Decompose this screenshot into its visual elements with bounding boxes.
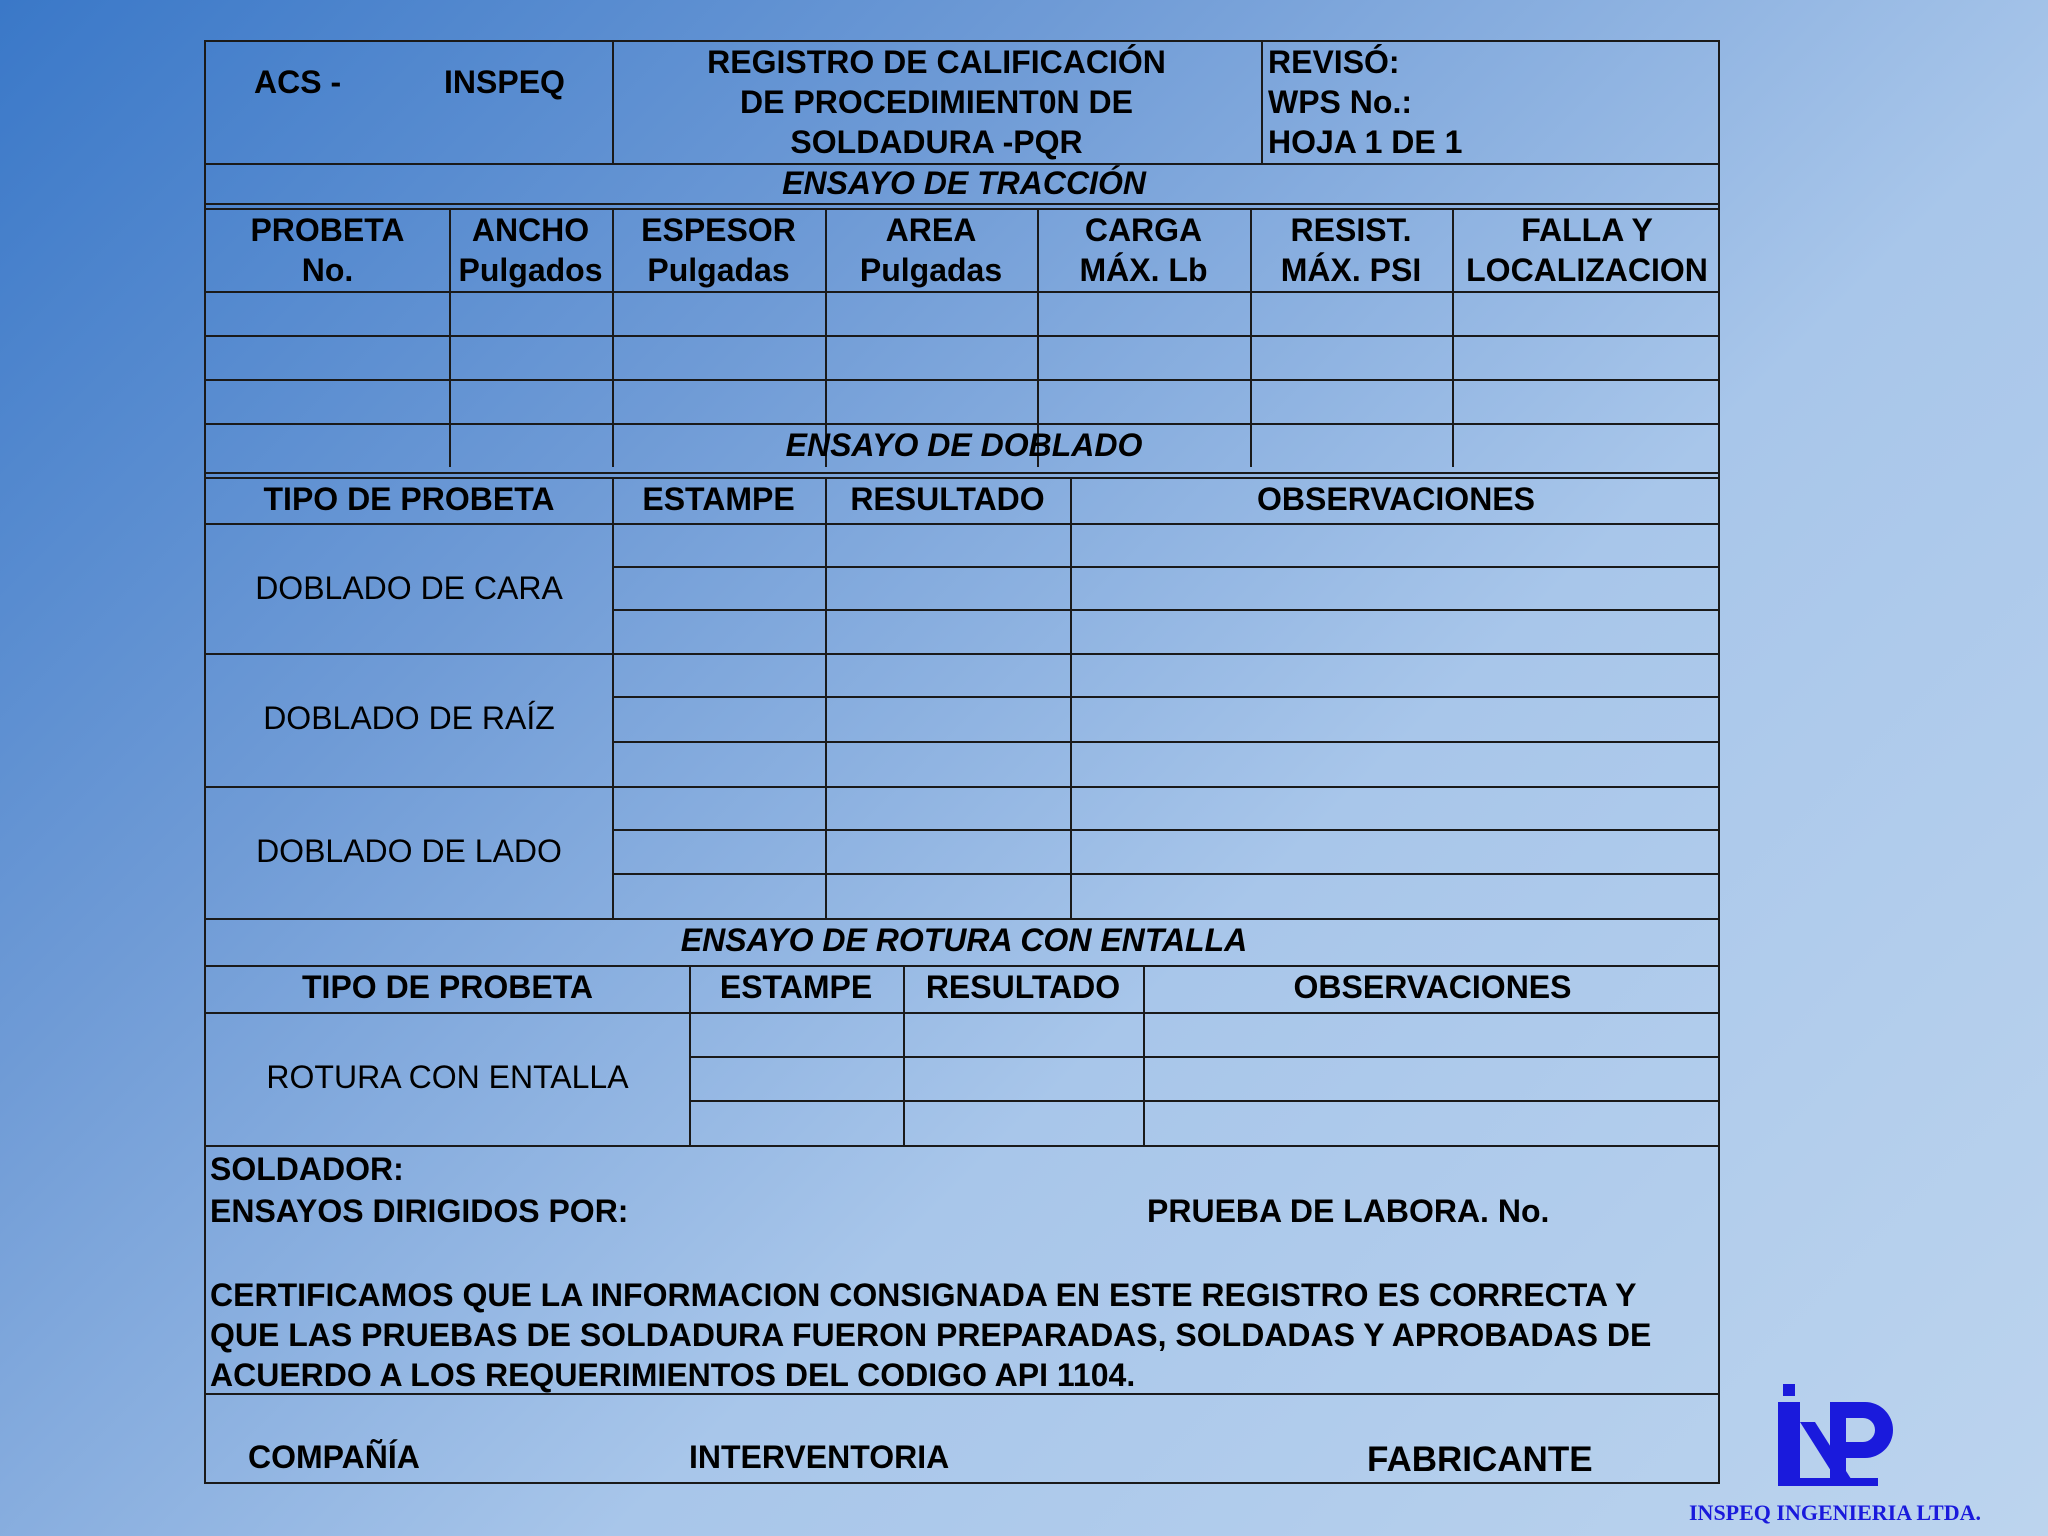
divider: [206, 335, 1718, 337]
entalla-col-resultado: RESULTADO: [925, 969, 1121, 1005]
divider: [206, 379, 1718, 381]
divider: [206, 291, 1718, 293]
doblado-col-resultado: RESULTADO: [850, 481, 1045, 517]
traccion-col-espesor: ESPESOR: [641, 212, 796, 248]
prueba-labora-label: PRUEBA DE LABORA. No.: [1147, 1193, 1550, 1229]
divider: [612, 696, 1718, 698]
form-title-line2: DE PROCEDIMIENT0N DE: [740, 84, 1133, 120]
form-title-line3: SOLDADURA -PQR: [790, 124, 1083, 160]
divider: [612, 609, 1718, 611]
traccion-col-ancho-sub: Pulgados: [458, 252, 603, 288]
divider: [689, 1056, 1718, 1058]
certification-line1: CERTIFICAMOS QUE LA INFORMACION CONSIGNADA EN ESTE REGISTRO ES CORRECTA Y: [210, 1277, 1637, 1313]
soldador-label: SOLDADOR:: [210, 1151, 404, 1187]
divider: [206, 653, 612, 655]
doblado-col-observaciones: OBSERVACIONES: [1257, 481, 1535, 517]
divider: [206, 1012, 1718, 1014]
divider: [206, 203, 1718, 205]
divider: [612, 477, 614, 918]
reviso-label: REVISÓ:: [1268, 44, 1400, 80]
doblado-section-title: ENSAYO DE DOBLADO: [785, 427, 1143, 463]
divider: [689, 1100, 1718, 1102]
traccion-col-resist-sub: MÁX. PSI: [1280, 252, 1422, 288]
divider: [206, 786, 612, 788]
interventoria-label: INTERVENTORIA: [689, 1439, 950, 1475]
traccion-col-carga: CARGA: [1084, 212, 1203, 248]
divider: [206, 472, 1718, 474]
divider: [612, 873, 1718, 875]
doblado-col-tipo: TIPO DE PROBETA: [263, 481, 555, 517]
entalla-col-estampe: ESTAMPE: [719, 969, 873, 1005]
traccion-col-ancho: ANCHO: [471, 212, 590, 248]
traccion-col-falla: FALLA Y: [1521, 212, 1653, 248]
entalla-row-rotura: ROTURA CON ENTALLA: [266, 1059, 629, 1095]
org-label-inspeq: INSPEQ: [444, 64, 565, 100]
traccion-col-carga-sub: MÁX. Lb: [1079, 252, 1208, 288]
pqr-form: [204, 40, 1720, 1484]
traccion-col-probeta-sub: No.: [301, 252, 354, 288]
divider: [612, 653, 1718, 655]
divider: [612, 829, 1718, 831]
form-title-line1: REGISTRO DE CALIFICACIÓN: [707, 44, 1166, 80]
divider: [1261, 42, 1263, 163]
certification-line3: ACUERDO A LOS REQUERIMIENTOS DEL CODIGO API 1104.: [210, 1357, 1136, 1393]
doblado-col-estampe: ESTAMPE: [642, 481, 795, 517]
traccion-col-probeta: PROBETA: [250, 212, 405, 248]
hoja-label: HOJA 1 DE 1: [1268, 124, 1463, 160]
certification-line2: QUE LAS PRUEBAS DE SOLDADURA FUERON PREPARADAS, SOLDADAS Y APROBADAS DE: [210, 1317, 1652, 1353]
traccion-col-espesor-sub: Pulgadas: [647, 252, 790, 288]
traccion-section-title: ENSAYO DE TRACCIÓN: [782, 165, 1146, 201]
divider: [612, 786, 1718, 788]
entalla-col-tipo: TIPO DE PROBETA: [302, 969, 593, 1005]
traccion-col-falla-sub: LOCALIZACION: [1466, 252, 1708, 288]
entalla-section-title: ENSAYO DE ROTURA CON ENTALLA: [680, 922, 1248, 958]
fabricante-label: FABRICANTE: [1367, 1440, 1593, 1479]
divider: [612, 566, 1718, 568]
traccion-col-area-sub: Pulgadas: [859, 252, 1003, 288]
divider: [206, 523, 1718, 525]
divider: [825, 477, 827, 918]
compania-label: COMPAÑÍA: [248, 1439, 420, 1475]
traccion-col-resist: RESIST.: [1290, 212, 1412, 248]
inspeq-logo-icon: [1775, 1382, 1895, 1492]
company-name: INSPEQ INGENIERIA LTDA.: [1689, 1500, 1981, 1525]
ensayos-dirigidos-label: ENSAYOS DIRIGIDOS POR:: [210, 1193, 629, 1229]
doblado-row-lado: DOBLADO DE LADO: [256, 833, 562, 869]
wps-label: WPS No.:: [1268, 84, 1412, 120]
traccion-col-area: AREA: [885, 212, 977, 248]
org-label-acs: ACS -: [254, 64, 342, 100]
divider: [612, 741, 1718, 743]
divider: [206, 1145, 1718, 1147]
doblado-row-cara: DOBLADO DE CARA: [255, 570, 563, 606]
doblado-row-raiz: DOBLADO DE RAÍZ: [263, 700, 555, 736]
divider: [1070, 477, 1072, 918]
entalla-col-observaciones: OBSERVACIONES: [1293, 969, 1572, 1005]
